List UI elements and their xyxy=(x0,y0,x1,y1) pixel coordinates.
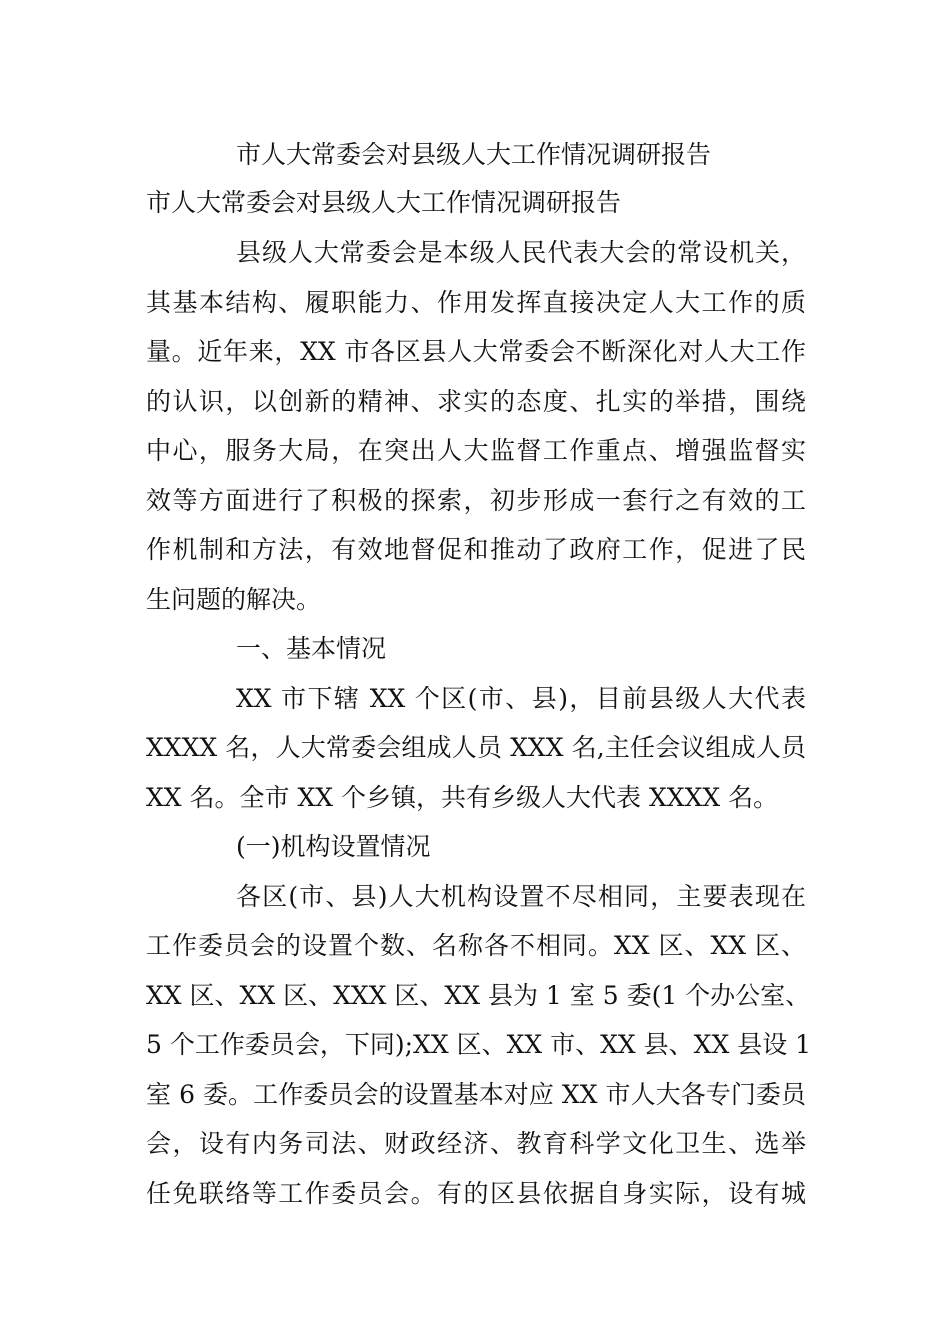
document-subtitle: 市人大常委会对县级人大工作情况调研报告 xyxy=(146,188,622,217)
paragraph-line: 作机制和方法，有效地督促和推动了政府工作，促进了民 xyxy=(146,535,806,564)
paragraph-line: XX 区、XX 区、XXX 区、XX 县为 1 室 5 委(1 个办公室、 xyxy=(146,981,811,1010)
paragraph-line: 会，设有内务司法、财政经济、教育科学文化卫生、选举 xyxy=(146,1129,806,1158)
paragraph-line: 5 个工作委员会，下同);XX 区、XX 市、XX 县、XX 县设 1 xyxy=(146,1030,812,1059)
paragraph-line: 生问题的解决。 xyxy=(146,585,322,614)
paragraph-line: 县级人大常委会是本级人民代表大会的常设机关， xyxy=(236,238,806,267)
section-heading: 一、基本情况 xyxy=(236,634,387,663)
paragraph-line: 任免联络等工作委员会。有的区县依据自身实际，设有城 xyxy=(146,1179,806,1208)
paragraph-line: XXXX 名，人大常委会组成人员 XXX 名,主任会议组成人员 xyxy=(146,733,806,762)
paragraph-line: 各区(市、县)人大机构设置不尽相同，主要表现在 xyxy=(236,882,806,911)
paragraph-line: XX 名。全市 XX 个乡镇，共有乡级人大代表 XXXX 名。 xyxy=(146,783,779,812)
paragraph-line: 效等方面进行了积极的探索，初步形成一套行之有效的工 xyxy=(146,486,806,515)
document-title: 市人大常委会对县级人大工作情况调研报告 xyxy=(236,140,712,169)
paragraph-line: 工作委员会的设置个数、名称各不相同。XX 区、XX 区、 xyxy=(146,931,806,960)
paragraph-line: 量。近年来，XX 市各区县人大常委会不断深化对人大工作 xyxy=(146,337,806,366)
paragraph-line: 室 6 委。工作委员会的设置基本对应 XX 市人大各专门委员 xyxy=(146,1080,806,1109)
subsection-heading: (一)机构设置情况 xyxy=(236,832,431,861)
paragraph-line: 中心，服务大局，在突出人大监督工作重点、增强监督实 xyxy=(146,436,806,465)
paragraph-line: XX 市下辖 XX 个区(市、县)，目前县级人大代表 xyxy=(236,684,806,713)
paragraph-line: 的认识，以创新的精神、求实的态度、扎实的举措，围绕 xyxy=(146,387,806,416)
paragraph-line: 其基本结构、履职能力、作用发挥直接决定人大工作的质 xyxy=(146,288,806,317)
